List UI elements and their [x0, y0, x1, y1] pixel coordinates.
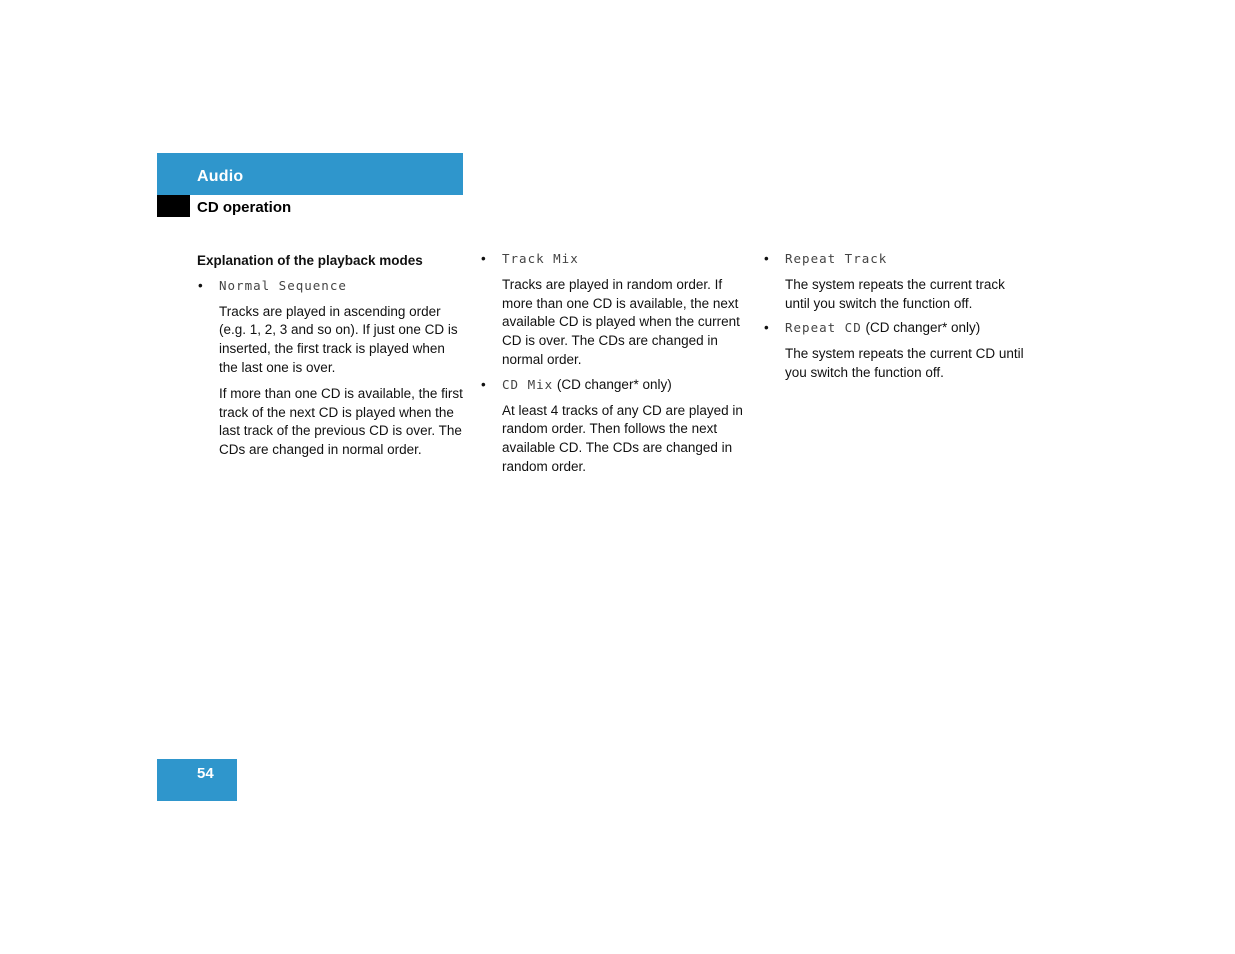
- mode-note: (CD changer* only): [553, 376, 672, 392]
- bullet-icon: •: [764, 320, 769, 336]
- content-heading: Explanation of the playback modes: [197, 253, 423, 268]
- paragraph: Tracks are played in random order. If more than one CD is available, the next available CD is played when the current CD is over. The CDs are changed in normal order.: [502, 276, 740, 367]
- page-number: 54: [197, 765, 214, 782]
- chapter-title: Audio: [197, 168, 244, 185]
- mode-label: Normal Sequence: [219, 277, 347, 293]
- paragraph: Tracks are played in ascending order (e.g. 1, 2, 3 and so on). If just one CD is inserted, the first track is played when the last one is over.: [219, 303, 458, 375]
- list-item-cd-mix: [480, 376, 750, 395]
- mode-label: Repeat Track: [785, 251, 888, 266]
- column-3: [763, 250, 1033, 389]
- column-2: [480, 250, 750, 483]
- list-item-normal-sequence: [197, 277, 467, 296]
- bullet-icon: •: [481, 376, 486, 392]
- paragraph: The system repeats the current CD until you switch the function off.: [785, 346, 1024, 380]
- paragraph: If more than one CD is available, the first track of the next CD is played when the last track of the previous CD is over. The CDs are changed in normal order.: [219, 385, 463, 458]
- paragraph: The system repeats the current track until you switch the function off.: [785, 276, 1005, 311]
- bullet-icon: •: [764, 251, 769, 266]
- section-marker: [157, 195, 190, 217]
- mode-label: Repeat CD: [785, 320, 862, 336]
- column-1: [197, 250, 467, 466]
- list-item-track-mix: [480, 250, 750, 269]
- section-title: CD operation: [197, 199, 292, 216]
- bullet-icon: •: [198, 277, 203, 293]
- mode-label: Track Mix: [502, 251, 579, 266]
- bullet-icon: •: [481, 251, 486, 266]
- page-number-box: [157, 759, 237, 801]
- chapter-header: [157, 153, 463, 195]
- list-item-repeat-cd: [763, 319, 1033, 338]
- mode-note: (CD changer* only): [861, 320, 981, 336]
- list-item-repeat-track: [763, 250, 1033, 269]
- paragraph: At least 4 tracks of any CD are played in random order. Then follows the next available CD. The CDs are changed in random order.: [502, 402, 743, 474]
- mode-label: CD Mix: [502, 376, 554, 392]
